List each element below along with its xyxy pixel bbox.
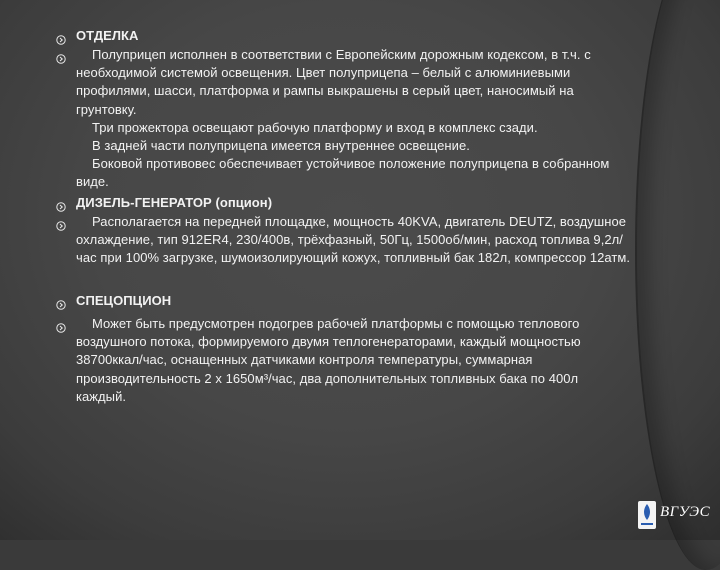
circled-arrow-icon <box>56 297 66 307</box>
circled-arrow-icon <box>56 320 66 330</box>
logo-emblem-icon <box>637 500 657 530</box>
circled-arrow-icon <box>56 218 66 228</box>
section-heading-special: СПЕЦОПЦИОН <box>76 293 172 308</box>
paragraph: Может быть предусмотрен подогрев рабочей платформы с помощью теплового воздушного потока, формируемого двумя теплогенераторами, каждый мощностью 38700ккал/час, оснащенных датчиками контроля температуры, суммарная производительность 2 х 1650м³/час, два дополнительных топливных бака по 400л каждый. <box>76 316 581 404</box>
university-logo <box>637 498 717 532</box>
section-heading-finish: ОТДЕЛКА <box>76 28 139 43</box>
paragraph: Боковой противовес обеспечивает устойчивое положение полуприцепа в собранном виде. <box>76 156 610 190</box>
section-body-finish <box>76 46 631 192</box>
section-body-diesel <box>76 213 631 268</box>
circled-arrow-icon <box>56 51 66 61</box>
paragraph: Три прожектора освещают рабочую платформу и вход в комплекс сзади. <box>92 119 538 135</box>
circled-arrow-icon <box>56 199 66 209</box>
paragraph: Располагается на передней площадке, мощность 40KVA, двигатель DEUTZ, воздушное охлаждение, тип 912ER4, 230/400в, трёхфазный, 50Гц, 1500об/мин, расход топлива 9,2л/час при 100% загрузке, шумоизолирующий кожух, топливный бак 182л, компрессор 12атм. <box>76 214 631 266</box>
logo-text: ВГУЭС <box>660 504 711 520</box>
circled-arrow-icon <box>56 32 66 42</box>
paragraph: Полуприцеп исполнен в соответствии с Европейским дорожным кодексом, в т.ч. с необходимой системой освещения. Цвет полуприцепа – белый с алюминиевыми профилями, шасси, платформа и рампы выкрашены в серый цвет, наносимый на грунтовку. <box>76 47 591 117</box>
section-body-special <box>76 315 631 406</box>
section-heading-diesel: ДИЗЕЛЬ-ГЕНЕРАТОР (опцион) <box>76 195 273 210</box>
paragraph: В задней части полуприцепа имеется внутреннее освещение. <box>92 138 470 154</box>
